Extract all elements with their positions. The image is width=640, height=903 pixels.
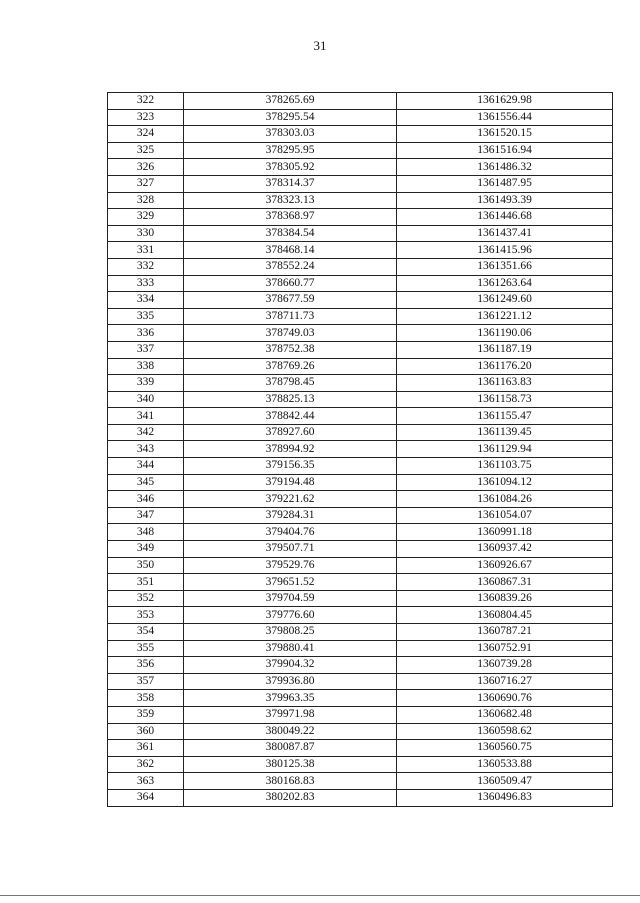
table-row [108, 557, 613, 574]
point-number-cell: 350 [108, 557, 184, 574]
y-coordinate-cell: 1361493.39 [397, 192, 613, 209]
y-coordinate-cell: 1360752.91 [397, 640, 613, 657]
y-coordinate-cell: 1361094.12 [397, 474, 613, 491]
point-number-cell: 326 [108, 159, 184, 176]
x-coordinate-cell: 379808.25 [184, 624, 397, 641]
x-coordinate-cell: 379651.52 [184, 574, 397, 591]
point-number-cell: 360 [108, 723, 184, 740]
x-coordinate-cell: 378798.45 [184, 375, 397, 392]
x-coordinate-cell: 378552.24 [184, 258, 397, 275]
y-coordinate-cell: 1361176.20 [397, 358, 613, 375]
x-coordinate-cell: 378927.60 [184, 424, 397, 441]
table-row [108, 706, 613, 723]
table-row [108, 126, 613, 143]
table-row [108, 175, 613, 192]
table-row [108, 574, 613, 591]
point-number-cell: 330 [108, 225, 184, 242]
point-number-cell: 364 [108, 789, 184, 806]
x-coordinate-cell: 379529.76 [184, 557, 397, 574]
table-row [108, 640, 613, 657]
y-coordinate-cell: 1361487.95 [397, 175, 613, 192]
y-coordinate-cell: 1360804.45 [397, 607, 613, 624]
y-coordinate-cell: 1360496.83 [397, 789, 613, 806]
table-row [108, 740, 613, 757]
y-coordinate-cell: 1360867.31 [397, 574, 613, 591]
point-number-cell: 325 [108, 142, 184, 159]
y-coordinate-cell: 1361249.60 [397, 292, 613, 309]
table-row [108, 657, 613, 674]
point-number-cell: 362 [108, 756, 184, 773]
y-coordinate-cell: 1361139.45 [397, 424, 613, 441]
point-number-cell: 334 [108, 292, 184, 309]
x-coordinate-cell: 379507.71 [184, 541, 397, 558]
point-number-cell: 331 [108, 242, 184, 259]
point-number-cell: 363 [108, 773, 184, 790]
point-number-cell: 328 [108, 192, 184, 209]
y-coordinate-cell: 1360560.75 [397, 740, 613, 757]
y-coordinate-cell: 1360787.21 [397, 624, 613, 641]
y-coordinate-cell: 1360716.27 [397, 673, 613, 690]
point-number-cell: 335 [108, 308, 184, 325]
table-row [108, 358, 613, 375]
table-row [108, 225, 613, 242]
x-coordinate-cell: 379971.98 [184, 706, 397, 723]
table-row [108, 723, 613, 740]
point-number-cell: 322 [108, 93, 184, 110]
y-coordinate-cell: 1360690.76 [397, 690, 613, 707]
table-row [108, 624, 613, 641]
point-number-cell: 357 [108, 673, 184, 690]
y-coordinate-cell: 1361446.68 [397, 209, 613, 226]
point-number-cell: 339 [108, 375, 184, 392]
table-row [108, 424, 613, 441]
table-row [108, 192, 613, 209]
point-number-cell: 323 [108, 109, 184, 126]
table-row [108, 673, 613, 690]
x-coordinate-cell: 380202.83 [184, 789, 397, 806]
table-row [108, 275, 613, 292]
point-number-cell: 333 [108, 275, 184, 292]
point-number-cell: 358 [108, 690, 184, 707]
table-row [108, 142, 613, 159]
y-coordinate-cell: 1360991.18 [397, 524, 613, 541]
x-coordinate-cell: 379904.32 [184, 657, 397, 674]
table-row [108, 209, 613, 226]
point-number-cell: 349 [108, 541, 184, 558]
x-coordinate-cell: 379284.31 [184, 507, 397, 524]
table-row [108, 308, 613, 325]
x-coordinate-cell: 378323.13 [184, 192, 397, 209]
point-number-cell: 343 [108, 441, 184, 458]
table-row [108, 590, 613, 607]
x-coordinate-cell: 378384.54 [184, 225, 397, 242]
point-number-cell: 340 [108, 391, 184, 408]
x-coordinate-cell: 379936.80 [184, 673, 397, 690]
y-coordinate-cell: 1361520.15 [397, 126, 613, 143]
point-number-cell: 345 [108, 474, 184, 491]
point-number-cell: 361 [108, 740, 184, 757]
point-number-cell: 327 [108, 175, 184, 192]
y-coordinate-cell: 1361190.06 [397, 325, 613, 342]
table-row [108, 607, 613, 624]
x-coordinate-cell: 379963.35 [184, 690, 397, 707]
point-number-cell: 356 [108, 657, 184, 674]
x-coordinate-cell: 379194.48 [184, 474, 397, 491]
table-row [108, 773, 613, 790]
x-coordinate-cell: 378711.73 [184, 308, 397, 325]
table-row [108, 375, 613, 392]
x-coordinate-cell: 378749.03 [184, 325, 397, 342]
y-coordinate-cell: 1361437.41 [397, 225, 613, 242]
point-number-cell: 347 [108, 507, 184, 524]
point-number-cell: 337 [108, 341, 184, 358]
x-coordinate-cell: 379404.76 [184, 524, 397, 541]
y-coordinate-cell: 1361486.32 [397, 159, 613, 176]
point-number-cell: 348 [108, 524, 184, 541]
table-row [108, 325, 613, 342]
y-coordinate-cell: 1361163.83 [397, 375, 613, 392]
table-row [108, 242, 613, 259]
y-coordinate-cell: 1360926.67 [397, 557, 613, 574]
y-coordinate-cell: 1361187.19 [397, 341, 613, 358]
table-row [108, 258, 613, 275]
point-number-cell: 346 [108, 491, 184, 508]
y-coordinate-cell: 1361556.44 [397, 109, 613, 126]
x-coordinate-cell: 378295.54 [184, 109, 397, 126]
y-coordinate-cell: 1360682.48 [397, 706, 613, 723]
x-coordinate-cell: 378994.92 [184, 441, 397, 458]
point-number-cell: 342 [108, 424, 184, 441]
x-coordinate-cell: 378303.03 [184, 126, 397, 143]
point-number-cell: 336 [108, 325, 184, 342]
table-row [108, 159, 613, 176]
y-coordinate-cell: 1361516.94 [397, 142, 613, 159]
point-number-cell: 351 [108, 574, 184, 591]
y-coordinate-cell: 1360839.26 [397, 590, 613, 607]
table-row [108, 789, 613, 806]
table-row [108, 109, 613, 126]
y-coordinate-cell: 1360533.88 [397, 756, 613, 773]
y-coordinate-cell: 1361103.75 [397, 458, 613, 475]
x-coordinate-cell: 378368.97 [184, 209, 397, 226]
point-number-cell: 341 [108, 408, 184, 425]
table-row [108, 690, 613, 707]
table-row [108, 507, 613, 524]
y-coordinate-cell: 1360739.28 [397, 657, 613, 674]
x-coordinate-cell: 378677.59 [184, 292, 397, 309]
y-coordinate-cell: 1361263.64 [397, 275, 613, 292]
point-number-cell: 329 [108, 209, 184, 226]
x-coordinate-cell: 380087.87 [184, 740, 397, 757]
table-row [108, 408, 613, 425]
table-row [108, 391, 613, 408]
x-coordinate-cell: 378825.13 [184, 391, 397, 408]
coordinates-table [107, 92, 613, 807]
x-coordinate-cell: 379704.59 [184, 590, 397, 607]
table-row [108, 341, 613, 358]
coordinates-table-body [108, 93, 613, 807]
point-number-cell: 354 [108, 624, 184, 641]
point-number-cell: 344 [108, 458, 184, 475]
table-row [108, 458, 613, 475]
table-row [108, 491, 613, 508]
y-coordinate-cell: 1361129.94 [397, 441, 613, 458]
point-number-cell: 332 [108, 258, 184, 275]
x-coordinate-cell: 379156.35 [184, 458, 397, 475]
footer-divider [0, 895, 640, 896]
x-coordinate-cell: 379221.62 [184, 491, 397, 508]
point-number-cell: 338 [108, 358, 184, 375]
x-coordinate-cell: 379880.41 [184, 640, 397, 657]
x-coordinate-cell: 378295.95 [184, 142, 397, 159]
table-row [108, 541, 613, 558]
table-row [108, 474, 613, 491]
table-row [108, 756, 613, 773]
y-coordinate-cell: 1361158.73 [397, 391, 613, 408]
x-coordinate-cell: 378265.69 [184, 93, 397, 110]
y-coordinate-cell: 1361155.47 [397, 408, 613, 425]
y-coordinate-cell: 1360598.62 [397, 723, 613, 740]
y-coordinate-cell: 1360509.47 [397, 773, 613, 790]
y-coordinate-cell: 1361629.98 [397, 93, 613, 110]
x-coordinate-cell: 380049.22 [184, 723, 397, 740]
table-row [108, 524, 613, 541]
x-coordinate-cell: 378842.44 [184, 408, 397, 425]
x-coordinate-cell: 378468.14 [184, 242, 397, 259]
table-row [108, 93, 613, 110]
point-number-cell: 359 [108, 706, 184, 723]
y-coordinate-cell: 1361084.26 [397, 491, 613, 508]
x-coordinate-cell: 379776.60 [184, 607, 397, 624]
point-number-cell: 355 [108, 640, 184, 657]
point-number-cell: 324 [108, 126, 184, 143]
x-coordinate-cell: 378305.92 [184, 159, 397, 176]
x-coordinate-cell: 378769.26 [184, 358, 397, 375]
x-coordinate-cell: 378314.37 [184, 175, 397, 192]
table-row [108, 292, 613, 309]
x-coordinate-cell: 378660.77 [184, 275, 397, 292]
y-coordinate-cell: 1361221.12 [397, 308, 613, 325]
y-coordinate-cell: 1361415.96 [397, 242, 613, 259]
table-row [108, 441, 613, 458]
x-coordinate-cell: 378752.38 [184, 341, 397, 358]
y-coordinate-cell: 1360937.42 [397, 541, 613, 558]
page-number: 31 [313, 38, 327, 53]
x-coordinate-cell: 380168.83 [184, 773, 397, 790]
y-coordinate-cell: 1361054.07 [397, 507, 613, 524]
y-coordinate-cell: 1361351.66 [397, 258, 613, 275]
x-coordinate-cell: 380125.38 [184, 756, 397, 773]
point-number-cell: 352 [108, 590, 184, 607]
point-number-cell: 353 [108, 607, 184, 624]
